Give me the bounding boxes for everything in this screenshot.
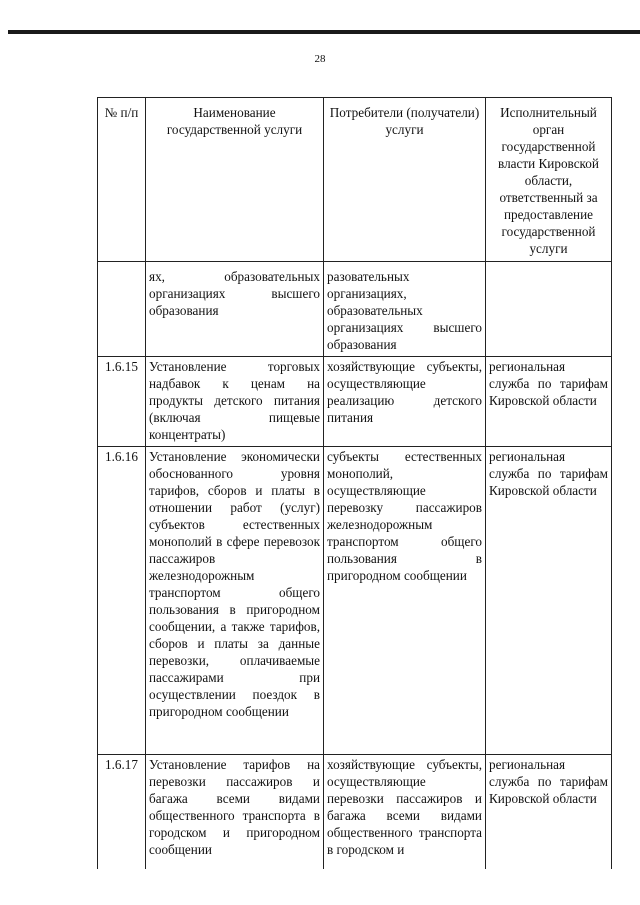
row-authority: региональная служба по тарифам Кировской области (486, 755, 612, 870)
row-consumers: хозяйствующие субъекты, осуществляющие перевозки пассажиров и багажа всеми видами общественного транспорта в городском и (324, 755, 486, 870)
row-number: 1.6.16 (98, 447, 146, 755)
page-number: 28 (314, 53, 326, 65)
table-row (98, 447, 612, 755)
row-authority (486, 262, 612, 357)
header-consumers: Потребители (получатели) услуги (324, 98, 486, 262)
row-number: 1.6.15 (98, 357, 146, 447)
services-table (97, 97, 612, 869)
table-row (98, 755, 612, 870)
row-service: Установление экономически обоснованного уровня тарифов, сборов и платы в отношении работ (услуг) субъектов естественных монополий в сфере перевозок пассажиров железнодорожным транспортом общего пользования в пригородном сообщении, а также тарифов, сборов и платы за данные перевозки, оплачиваемые пассажирами при осуществлении поездок в пригородном сообщении (146, 447, 324, 755)
row-authority: региональная служба по тарифам Кировской области (486, 357, 612, 447)
row-service: Установление тарифов на перевозки пассажиров и багажа всеми видами общественного транспорта в городском и пригородном сообщении (146, 755, 324, 870)
table-row (98, 262, 612, 357)
row-consumers: хозяйствующие субъекты, осуществляющие реализацию детского питания (324, 357, 486, 447)
row-service: Установление торговых надбавок к ценам на продукты детского питания (включая пищевые концентраты) (146, 357, 324, 447)
row-number (98, 262, 146, 357)
row-number: 1.6.17 (98, 755, 146, 870)
table-header-row (98, 98, 612, 262)
row-service: ях, образовательных организациях высшего образования (146, 262, 324, 357)
top-rule (8, 30, 640, 34)
header-authority: Исполнительный орган государственной власти Кировской области, ответственный за предоставление государственной услуги (486, 98, 612, 262)
header-number: № п/п (98, 98, 146, 262)
row-consumers: разовательных организациях, образовательных организациях высшего образования (324, 262, 486, 357)
row-consumers: субъекты естественных монополий, осуществляющие перевозку пассажиров железнодорожным транспортом общего пользования в пригородном сообщении (324, 447, 486, 755)
row-authority: региональная служба по тарифам Кировской области (486, 447, 612, 755)
table-row (98, 357, 612, 447)
header-service: Наименование государственной услуги (146, 98, 324, 262)
